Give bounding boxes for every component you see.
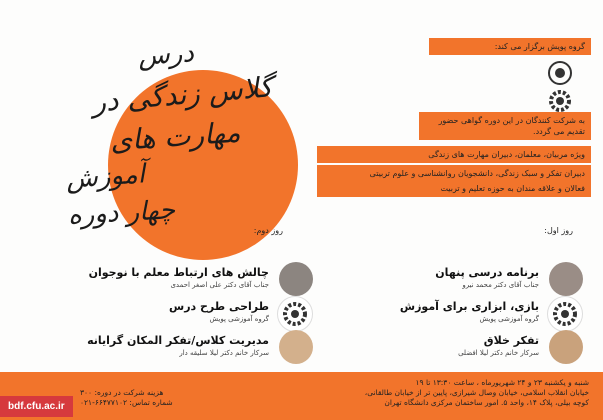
title-line-3: مهارت های xyxy=(109,115,242,158)
item-title: مدیریت کلاس/تفکر المکان گرایانه xyxy=(87,334,269,347)
item-subtitle: جناب آقای دکتر محمد نیرو xyxy=(462,281,539,289)
footer-address-2: کوچه بیلی، پلاک ۱۴، واحد ۵. امور ساختمان مرکزی دانشگاه تهران xyxy=(384,398,589,407)
item-title: چالش های ارتباط معلم با نوجوان xyxy=(88,266,269,279)
speaker-photo xyxy=(279,330,313,364)
footer-fee: هزینه شرکت در دوره: ۳۰۰ xyxy=(80,388,164,397)
footer xyxy=(0,372,603,420)
day2-item-3 xyxy=(87,334,269,357)
day1-item-2 xyxy=(400,300,539,323)
title-line-4: آموزش xyxy=(65,159,146,195)
item-subtitle: گروه آموزشی پویش xyxy=(479,315,539,323)
gear-logo-icon xyxy=(545,88,575,114)
item-subtitle: جناب آقای دکتر علی اصغر احمدی xyxy=(170,281,269,289)
speaker-photo xyxy=(549,330,583,364)
day2-heading: روز دوم: xyxy=(253,226,283,235)
speaker-photo xyxy=(549,262,583,296)
certificate-note: به شرکت کنندگان در این دوره گواهی حضور تقدیم می گردد. xyxy=(419,112,591,140)
day1-heading: روز اول: xyxy=(544,226,573,235)
audience-line-3: فعالان و علاقه مندان به حوزه تعلیم و تربیت xyxy=(317,180,591,197)
title-line-2: گلاس زندگی در xyxy=(90,70,274,119)
item-title: برنامه درسی پنهان xyxy=(435,266,539,279)
day1-item-3 xyxy=(458,334,539,357)
gear-logo-icon xyxy=(277,296,313,332)
item-subtitle: سرکار خانم دکتر لیلا افضلی xyxy=(458,349,539,357)
day1-item-1 xyxy=(435,266,539,289)
item-title: تفکر خلاق xyxy=(483,334,539,347)
footer-address-1: خیابان انقلاب اسلامی، خیابان وصال شیرازی، پایین تر از خیابان طالقانی، xyxy=(364,388,589,397)
day2-item-1 xyxy=(89,266,269,289)
audience-line-2: دبیران تفکر و سبک زندگی، دانشجویان روانشناسی و علوم تربیتی xyxy=(317,165,591,182)
item-subtitle: سرکار خانم دکتر لیلا سلیقه دار xyxy=(179,349,269,357)
item-subtitle: گروه آموزشی پویش xyxy=(209,315,269,323)
title-line-5: چهار دوره xyxy=(67,195,176,231)
day2-item-2 xyxy=(169,300,269,323)
item-title: بازی، ابزاری برای آموزش xyxy=(399,300,539,313)
audience-line-1: ویژه مربیان، معلمان، دبیران مهارت های زندگی xyxy=(317,146,591,163)
footer-phone: شماره تماس: ۶۶۴۷۷۱۰۲-۰۲۱ xyxy=(80,398,173,407)
speaker-photo xyxy=(279,262,313,296)
footer-date: شنبه و یکشنبه ۲۳ و ۲۴ شهریورماه ، ساعت ۱۳:۳۰ تا ۱۹ xyxy=(415,378,589,387)
site-label[interactable]: bdf.cfu.ac.ir xyxy=(0,396,73,417)
title-line-1: درس xyxy=(137,38,195,72)
item-title: طراحی طرح درس xyxy=(169,300,269,313)
gear-logo-icon xyxy=(547,296,583,332)
seal-logo-icon xyxy=(545,60,575,86)
organizer-box: گروه پویش برگزار می کند: xyxy=(429,38,591,55)
